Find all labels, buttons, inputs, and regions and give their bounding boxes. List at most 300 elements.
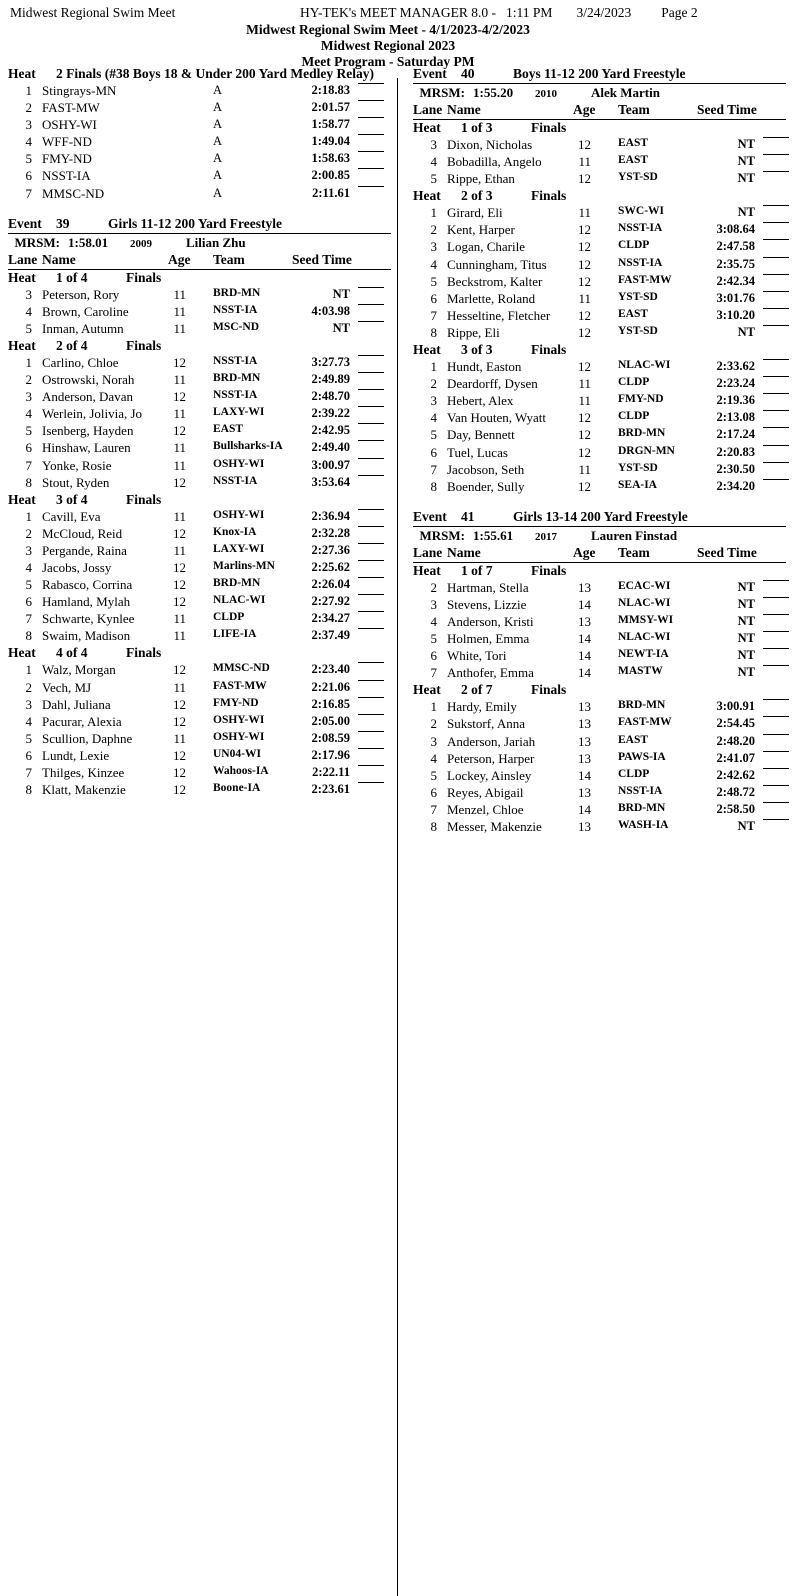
event-number: 40 bbox=[461, 66, 475, 81]
table-row bbox=[8, 526, 391, 543]
seed-time: NT bbox=[737, 596, 755, 611]
seed-time: NT bbox=[737, 324, 755, 339]
seed-time: 3:01.76 bbox=[716, 290, 755, 305]
lane-number: 2 bbox=[430, 579, 437, 595]
seed-time: NT bbox=[737, 648, 755, 663]
seed-time: 3:53.64 bbox=[311, 474, 350, 489]
result-blank-line bbox=[358, 714, 384, 715]
team-code: YST-SD bbox=[618, 171, 658, 184]
swimmer-age: 12 bbox=[173, 474, 186, 490]
lane-number: 8 bbox=[25, 782, 32, 798]
result-blank-line bbox=[358, 611, 384, 612]
team-code: EAST bbox=[618, 733, 649, 746]
seed-time: 3:27.73 bbox=[311, 354, 350, 369]
seed-time: 2:22.11 bbox=[312, 765, 350, 779]
result-blank-line bbox=[763, 376, 789, 377]
page-header bbox=[0, 0, 806, 69]
heat-round: Finals bbox=[126, 645, 162, 661]
column-header-team: Team bbox=[618, 544, 650, 560]
result-blank-line bbox=[763, 716, 789, 717]
result-blank-line bbox=[763, 325, 789, 326]
column-header-seed-time: Seed Time bbox=[697, 102, 757, 117]
table-row bbox=[413, 308, 786, 325]
swimmer-name: Rippe, Ethan bbox=[447, 171, 515, 187]
lane-number: 4 bbox=[430, 613, 437, 629]
heat-label: Heat bbox=[8, 645, 36, 661]
result-blank-line bbox=[358, 577, 384, 578]
relay-team-name: FAST-MW bbox=[42, 100, 100, 116]
heat-label: Heat bbox=[413, 562, 441, 578]
swimmer-age: 12 bbox=[173, 559, 186, 575]
table-row bbox=[413, 427, 786, 444]
lane-number: 5 bbox=[25, 730, 32, 746]
seed-time: 3:10.20 bbox=[716, 307, 755, 322]
column-header-team: Team bbox=[213, 251, 245, 267]
seed-time: NT bbox=[737, 205, 755, 220]
result-blank-line bbox=[358, 509, 384, 510]
swimmer-name: Hartman, Stella bbox=[447, 579, 529, 595]
lane-number: 3 bbox=[25, 696, 32, 712]
swimmer-age: 11 bbox=[173, 611, 186, 627]
table-row bbox=[8, 83, 391, 100]
lane-number: 1 bbox=[430, 699, 437, 715]
swimmer-age: 11 bbox=[173, 628, 186, 644]
swimmer-age: 12 bbox=[578, 137, 591, 152]
team-code: NSST-IA bbox=[618, 256, 663, 269]
lane-number: 3 bbox=[430, 733, 437, 749]
table-row bbox=[8, 560, 391, 577]
table-row bbox=[413, 137, 786, 154]
record-year: 2017 bbox=[535, 530, 557, 543]
swimmer-name: Peterson, Rory bbox=[42, 286, 120, 302]
table-row bbox=[8, 765, 391, 782]
team-code: WASH-IA bbox=[618, 819, 669, 831]
heat-number: 2 of 3 bbox=[461, 188, 493, 204]
heat-header bbox=[413, 682, 786, 699]
swimmer-name: Isenberg, Hayden bbox=[42, 423, 134, 439]
relay-letter: A bbox=[213, 100, 223, 115]
result-blank-line bbox=[358, 100, 384, 101]
result-blank-line bbox=[358, 475, 384, 476]
table-row bbox=[413, 257, 786, 274]
team-code: CLDP bbox=[618, 376, 650, 389]
swimmer-age: 12 bbox=[173, 696, 186, 712]
record-time: 1:58.01 bbox=[68, 234, 109, 250]
swimmer-age: 11 bbox=[578, 290, 591, 306]
swimmer-name: Dixon, Nicholas bbox=[447, 137, 533, 152]
result-blank-line bbox=[358, 440, 384, 441]
team-code: ECAC-WI bbox=[618, 579, 671, 592]
swimmer-age: 13 bbox=[578, 579, 591, 595]
heat-number: 1 of 4 bbox=[56, 269, 88, 285]
team-code: LAXY-WI bbox=[213, 406, 265, 419]
result-blank-line bbox=[763, 785, 789, 786]
table-row bbox=[8, 321, 391, 338]
column-header-seed-time: Seed Time bbox=[697, 544, 757, 560]
seed-time: 2:27.92 bbox=[311, 594, 350, 609]
lane-number: 3 bbox=[430, 596, 437, 612]
lane-number: 8 bbox=[430, 324, 437, 340]
result-blank-line bbox=[763, 308, 789, 309]
result-blank-line bbox=[763, 462, 789, 463]
result-blank-line bbox=[763, 580, 789, 581]
meet-record-line bbox=[413, 527, 786, 545]
swimmer-name: Marlette, Roland bbox=[447, 290, 536, 306]
result-blank-line bbox=[358, 406, 384, 407]
team-code: MASTW bbox=[618, 665, 663, 678]
seed-time: 2:48.70 bbox=[311, 389, 350, 404]
seed-time: 2:39.22 bbox=[311, 406, 350, 421]
result-blank-line bbox=[763, 819, 789, 820]
swimmer-age: 12 bbox=[173, 713, 186, 729]
lane-number: 2 bbox=[25, 679, 32, 695]
result-blank-line bbox=[358, 117, 384, 118]
team-code: YST-SD bbox=[618, 290, 658, 303]
swimmer-name: Klatt, Makenzie bbox=[42, 782, 126, 798]
header-title-line-3: Meet Program - Saturday PM bbox=[301, 54, 475, 69]
result-blank-line bbox=[358, 680, 384, 681]
swimmer-age: 12 bbox=[578, 171, 591, 187]
table-row bbox=[413, 154, 786, 171]
team-code: CLDP bbox=[213, 611, 245, 624]
event-title bbox=[8, 216, 391, 233]
table-row bbox=[8, 389, 391, 406]
lane-number: 1 bbox=[430, 205, 437, 221]
result-blank-line bbox=[763, 222, 789, 223]
column-header-name: Name bbox=[42, 251, 76, 267]
seed-time: 2:18.83 bbox=[311, 83, 350, 97]
lane-number: 5 bbox=[430, 767, 437, 783]
header-title-line-1: Midwest Regional Swim Meet - 4/1/2023-4/2/2023 bbox=[246, 22, 530, 37]
swimmer-name: Cunningham, Titus bbox=[447, 256, 547, 272]
record-holder: Lilian Zhu bbox=[186, 234, 246, 250]
swimmer-name: Girard, Eli bbox=[447, 205, 503, 221]
heat-header bbox=[8, 338, 391, 355]
result-blank-line bbox=[763, 154, 789, 155]
swimmer-age: 11 bbox=[173, 440, 186, 456]
swimmer-name: Lockey, Ainsley bbox=[447, 767, 532, 783]
result-blank-line bbox=[763, 445, 789, 446]
table-row bbox=[413, 734, 786, 751]
left-column bbox=[8, 66, 397, 836]
swimmer-age: 12 bbox=[173, 594, 186, 610]
swimmer-age: 12 bbox=[578, 359, 591, 375]
swimmer-age: 14 bbox=[578, 801, 591, 817]
table-row bbox=[413, 376, 786, 393]
table-row bbox=[413, 479, 786, 496]
heat-header bbox=[8, 492, 391, 509]
heat-header bbox=[413, 563, 786, 580]
swimmer-age: 12 bbox=[578, 478, 591, 494]
lane-number: 5 bbox=[25, 320, 32, 336]
lane-number: 4 bbox=[430, 256, 437, 272]
team-code: CLDP bbox=[618, 239, 650, 252]
seed-time: NT bbox=[737, 579, 755, 594]
seed-time: NT bbox=[737, 171, 755, 186]
seed-time: 2:19.36 bbox=[716, 393, 755, 408]
team-code: YST-SD bbox=[618, 461, 658, 474]
table-row bbox=[413, 580, 786, 597]
column-headers bbox=[8, 252, 391, 269]
event-number: 41 bbox=[461, 508, 475, 524]
swimmer-age: 13 bbox=[578, 716, 591, 732]
relay-team-name: NSST-IA bbox=[42, 168, 91, 184]
team-code: NLAC-WI bbox=[618, 596, 671, 609]
lane-number: 6 bbox=[25, 168, 32, 184]
swimmer-name: Anderson, Davan bbox=[42, 389, 133, 405]
heat-round: Finals bbox=[531, 120, 567, 135]
seed-time: 2:42.62 bbox=[716, 767, 755, 782]
seed-time: 1:58.77 bbox=[311, 117, 350, 132]
team-code: OSHY-WI bbox=[213, 457, 265, 470]
result-blank-line bbox=[763, 751, 789, 752]
result-blank-line bbox=[763, 802, 789, 803]
swimmer-age: 11 bbox=[173, 508, 186, 524]
lane-number: 2 bbox=[25, 525, 32, 541]
seed-time: NT bbox=[737, 819, 755, 833]
seed-time: NT bbox=[737, 665, 755, 680]
team-code: EAST bbox=[618, 154, 649, 167]
result-blank-line bbox=[763, 631, 789, 632]
heat-round: Finals bbox=[531, 682, 567, 698]
swimmer-name: Pacurar, Alexia bbox=[42, 713, 122, 729]
lane-number: 4 bbox=[430, 750, 437, 766]
event-number: 39 bbox=[56, 215, 70, 231]
table-row bbox=[8, 697, 391, 714]
swimmer-name: Anderson, Kristi bbox=[447, 613, 534, 629]
result-blank-line bbox=[763, 597, 789, 598]
table-row bbox=[8, 628, 391, 645]
table-row bbox=[413, 768, 786, 785]
seed-time: 3:08.64 bbox=[716, 222, 755, 237]
table-row bbox=[8, 117, 391, 134]
team-code: FAST-MW bbox=[213, 679, 267, 692]
team-code: Bullsharks-IA bbox=[213, 440, 283, 453]
relay-team-name: MMSC-ND bbox=[42, 185, 105, 201]
swimmer-name: Bobadilla, Angelo bbox=[447, 154, 542, 170]
swimmer-name: Vech, MJ bbox=[42, 679, 92, 695]
team-code: Knox-IA bbox=[213, 525, 257, 538]
seed-time: 2:20.83 bbox=[716, 444, 755, 459]
lane-number: 8 bbox=[25, 474, 32, 490]
spacer bbox=[413, 496, 786, 509]
seed-time: NT bbox=[737, 613, 755, 628]
lane-number: 3 bbox=[25, 286, 32, 302]
result-blank-line bbox=[763, 699, 789, 700]
seed-time: 2:48.20 bbox=[716, 733, 755, 748]
team-code: NSST-IA bbox=[213, 354, 258, 367]
team-code: OSHY-WI bbox=[213, 508, 265, 521]
table-row bbox=[413, 410, 786, 427]
relay-letter: A bbox=[213, 83, 223, 97]
table-row bbox=[413, 462, 786, 479]
result-blank-line bbox=[358, 287, 384, 288]
swimmer-age: 11 bbox=[578, 461, 591, 477]
column-divider bbox=[397, 78, 398, 1596]
swimmer-age: 12 bbox=[173, 389, 186, 405]
result-blank-line bbox=[763, 137, 789, 138]
table-row bbox=[413, 597, 786, 614]
swimmer-age: 12 bbox=[173, 765, 186, 780]
lane-number: 7 bbox=[430, 307, 437, 323]
team-code: BRD-MN bbox=[618, 801, 666, 814]
seed-time: 2:23.61 bbox=[311, 782, 350, 797]
result-blank-line bbox=[358, 526, 384, 527]
column-header-age: Age bbox=[573, 102, 596, 117]
team-code: BRD-MN bbox=[618, 699, 666, 712]
lane-number: 5 bbox=[25, 423, 32, 439]
event-label: Event bbox=[8, 215, 42, 231]
result-blank-line bbox=[763, 359, 789, 360]
relay-letter: A bbox=[213, 185, 223, 200]
relay-letter: A bbox=[213, 117, 223, 132]
table-row bbox=[413, 631, 786, 648]
table-row bbox=[413, 239, 786, 256]
header-page-number: Page 2 bbox=[661, 5, 698, 20]
seed-time: 2:41.07 bbox=[716, 750, 755, 765]
swimmer-age: 12 bbox=[578, 410, 591, 426]
relay-letter: A bbox=[213, 134, 223, 149]
lane-number: 2 bbox=[430, 376, 437, 392]
seed-time: 1:49.04 bbox=[311, 134, 350, 149]
swimmer-name: Cavill, Eva bbox=[42, 508, 101, 524]
record-holder: Alek Martin bbox=[591, 85, 660, 100]
table-row bbox=[8, 304, 391, 321]
header-date: 3/24/2023 bbox=[576, 5, 632, 20]
team-code: PAWS-IA bbox=[618, 750, 666, 763]
team-code: EAST bbox=[618, 307, 649, 320]
heat-round: Finals bbox=[126, 491, 162, 507]
lane-number: 2 bbox=[430, 716, 437, 732]
seed-time: NT bbox=[332, 320, 350, 335]
column-header-name: Name bbox=[447, 102, 481, 117]
lane-number: 7 bbox=[430, 665, 437, 681]
lane-number: 1 bbox=[25, 354, 32, 370]
table-row bbox=[413, 205, 786, 222]
header-software: HY-TEK's MEET MANAGER 8.0 - bbox=[300, 5, 497, 20]
lane-number: 5 bbox=[430, 273, 437, 289]
header-time: 1:11 PM bbox=[506, 5, 553, 20]
column-headers bbox=[413, 545, 786, 562]
table-row bbox=[413, 819, 786, 836]
result-blank-line bbox=[763, 393, 789, 394]
result-blank-line bbox=[358, 560, 384, 561]
seed-time: 2:49.40 bbox=[311, 440, 350, 455]
team-code: Boone-IA bbox=[213, 782, 261, 795]
swimmer-name: Anthofer, Emma bbox=[447, 665, 534, 681]
table-row bbox=[8, 577, 391, 594]
heat-header bbox=[413, 120, 786, 137]
heat-label: Heat bbox=[8, 337, 36, 353]
table-row bbox=[413, 785, 786, 802]
swimmer-name: Hardy, Emily bbox=[447, 699, 517, 715]
swimmer-age: 12 bbox=[578, 444, 591, 460]
seed-time: 2:26.04 bbox=[311, 577, 350, 592]
seed-time: 2:35.75 bbox=[716, 256, 755, 271]
meet-record-line bbox=[8, 234, 391, 252]
heat-number: 1 of 7 bbox=[461, 562, 493, 578]
swimmer-age: 13 bbox=[578, 733, 591, 749]
record-year: 2009 bbox=[130, 237, 152, 250]
table-row bbox=[8, 100, 391, 117]
swimmer-name: Scullion, Daphne bbox=[42, 730, 133, 746]
swimmer-age: 11 bbox=[173, 457, 186, 473]
team-code: NLAC-WI bbox=[618, 631, 671, 644]
lane-number: 5 bbox=[25, 577, 32, 593]
swimmer-age: 14 bbox=[578, 767, 591, 783]
table-row bbox=[8, 714, 391, 731]
lane-number: 4 bbox=[25, 406, 32, 422]
table-row bbox=[8, 680, 391, 697]
result-blank-line bbox=[763, 239, 789, 240]
lane-number: 6 bbox=[25, 440, 32, 456]
swimmer-age: 14 bbox=[578, 631, 591, 647]
team-code: Wahoos-IA bbox=[213, 765, 269, 777]
seed-time: 2:34.27 bbox=[311, 611, 350, 626]
lane-number: 5 bbox=[430, 631, 437, 647]
seed-time: NT bbox=[737, 137, 755, 151]
swimmer-age: 12 bbox=[578, 307, 591, 323]
team-code: NEWT-IA bbox=[618, 648, 669, 661]
team-code: NLAC-WI bbox=[618, 359, 671, 372]
team-code: CLDP bbox=[618, 767, 650, 780]
team-code: FMY-ND bbox=[213, 696, 259, 709]
table-row bbox=[8, 423, 391, 440]
seed-time: 2:27.36 bbox=[311, 542, 350, 557]
result-blank-line bbox=[358, 321, 384, 322]
swimmer-age: 11 bbox=[173, 730, 186, 746]
seed-time: 3:00.97 bbox=[311, 457, 350, 472]
result-blank-line bbox=[763, 205, 789, 206]
table-row bbox=[413, 359, 786, 376]
table-row bbox=[8, 782, 391, 799]
heat-number: 2 of 7 bbox=[461, 682, 493, 698]
swimmer-age: 13 bbox=[578, 784, 591, 800]
seed-time: 2:58.50 bbox=[716, 801, 755, 816]
lane-number: 7 bbox=[430, 801, 437, 817]
heat-label: Heat bbox=[413, 342, 441, 358]
swimmer-name: Hesseltine, Fletcher bbox=[447, 307, 551, 323]
team-code: MSC-ND bbox=[213, 320, 259, 333]
lane-number: 3 bbox=[430, 239, 437, 255]
team-code: SEA-IA bbox=[618, 478, 657, 491]
column-header-lane: Lane bbox=[413, 102, 443, 117]
record-label: MRSM: bbox=[419, 527, 465, 543]
swimmer-age: 12 bbox=[578, 239, 591, 255]
heat-round: Finals bbox=[126, 269, 162, 285]
record-holder: Lauren Finstad bbox=[591, 527, 678, 543]
lane-number: 4 bbox=[430, 154, 437, 170]
lane-number: 4 bbox=[25, 134, 32, 150]
swimmer-name: Inman, Autumn bbox=[42, 320, 124, 336]
event-label: Event bbox=[413, 508, 447, 524]
seed-time: 2:08.59 bbox=[311, 730, 350, 745]
table-row bbox=[8, 287, 391, 304]
result-blank-line bbox=[358, 389, 384, 390]
swimmer-name: Werlein, Jolivia, Jo bbox=[42, 406, 143, 422]
result-blank-line bbox=[763, 768, 789, 769]
lane-number: 5 bbox=[25, 151, 32, 167]
swimmer-name: Hebert, Alex bbox=[447, 393, 514, 409]
result-blank-line bbox=[763, 479, 789, 480]
swimmer-name: Dahl, Juliana bbox=[42, 696, 111, 712]
swimmer-name: White, Tori bbox=[447, 648, 507, 664]
record-year: 2010 bbox=[535, 88, 557, 100]
lane-number: 3 bbox=[430, 393, 437, 409]
seed-time: 3:00.91 bbox=[716, 699, 755, 714]
heat-label: Heat bbox=[8, 491, 36, 507]
relay-team-name: Stingrays-MN bbox=[42, 83, 117, 98]
